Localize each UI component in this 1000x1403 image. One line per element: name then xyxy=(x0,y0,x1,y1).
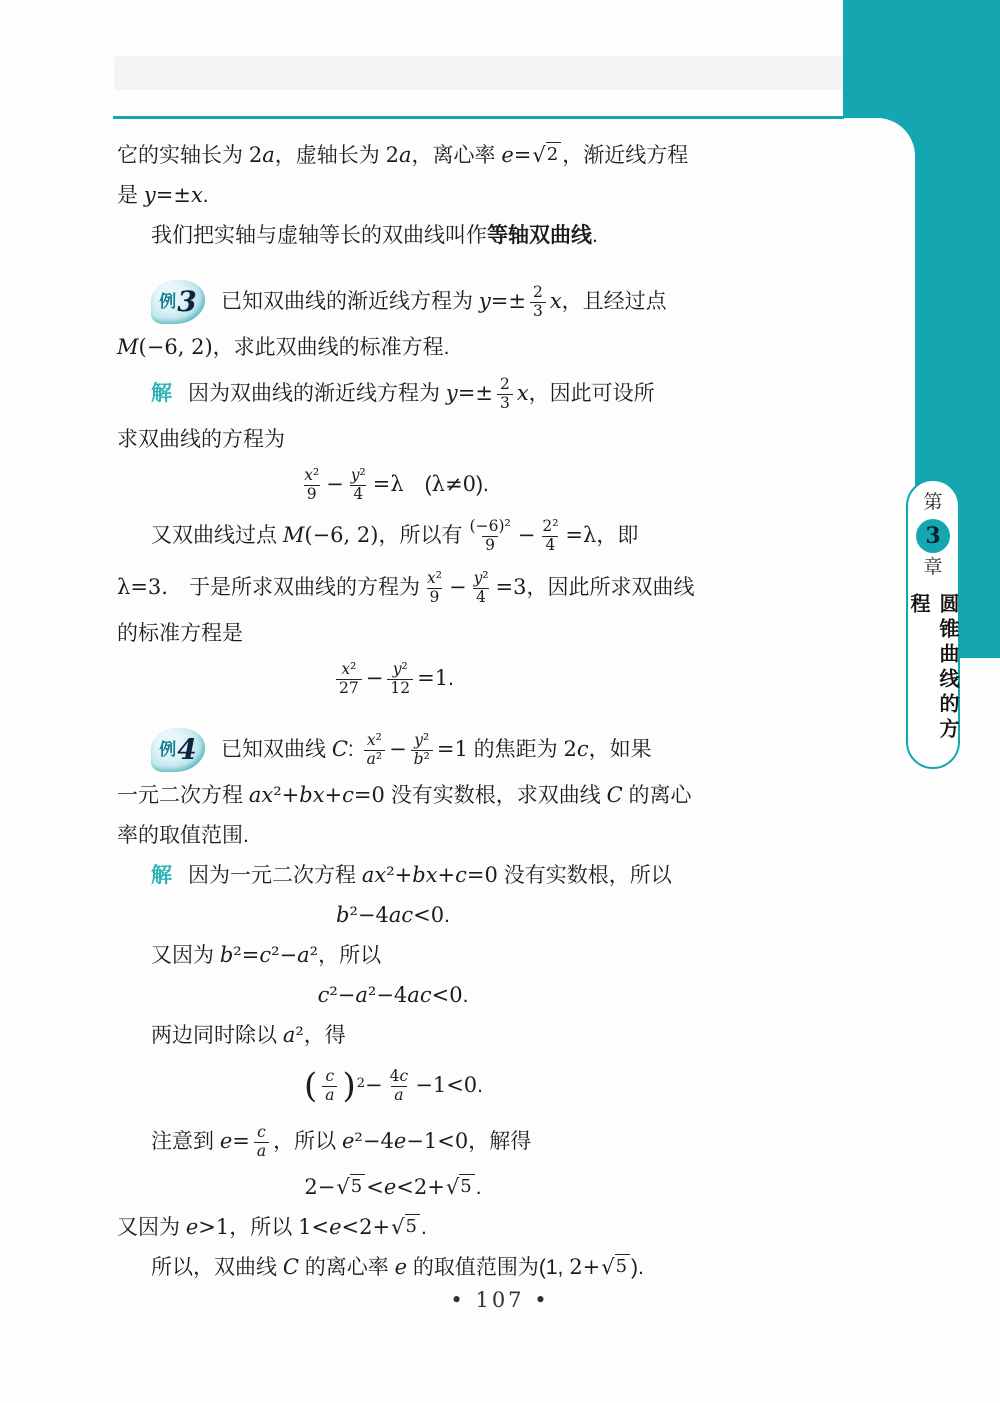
math-run: y=± xyxy=(445,381,493,406)
big-paren: ( xyxy=(303,1065,318,1106)
text-run: ，求此双曲线的标准方程. xyxy=(212,336,450,360)
math-run: − xyxy=(448,575,467,600)
text-run: . xyxy=(462,984,469,1008)
text-run: ). xyxy=(631,1256,644,1280)
content-line xyxy=(117,460,669,510)
content-line xyxy=(117,816,669,856)
example-badge xyxy=(151,280,205,324)
content-line xyxy=(117,856,672,896)
content-line xyxy=(117,328,669,368)
math-run: a² xyxy=(282,1023,304,1048)
fraction-denominator: 9 xyxy=(427,588,443,607)
chapter-tab xyxy=(906,479,960,769)
sqrt-expression xyxy=(336,1174,365,1201)
fraction-denominator: 9 xyxy=(304,485,320,504)
fraction-denominator: a² xyxy=(364,750,385,769)
text-run: . xyxy=(202,184,209,208)
content-line xyxy=(117,614,669,654)
text-run: ，因此可设所 xyxy=(528,382,655,406)
math-run: y=± xyxy=(478,289,526,314)
math-run: y=±x xyxy=(143,183,203,208)
math-run: λ≠0 xyxy=(431,472,476,497)
text-run: 求双曲线的方程为 xyxy=(117,428,285,452)
bold-term: 等轴双曲线 xyxy=(487,224,592,248)
fraction-numerator: y² xyxy=(392,659,408,678)
content-line xyxy=(117,1116,669,1168)
math-run: ax²+bx+c=0 xyxy=(248,783,385,808)
fraction xyxy=(411,732,433,769)
text-run: : xyxy=(347,738,360,762)
math-run: e xyxy=(394,1255,408,1280)
text-run: ( xyxy=(403,473,432,497)
text-run: ，解得 xyxy=(468,1130,532,1154)
text-run: 率的取值范围. xyxy=(117,824,249,848)
fraction xyxy=(539,518,561,555)
math-run: =λ xyxy=(565,523,597,548)
fraction-denominator: b² xyxy=(411,750,433,769)
radicand: 5 xyxy=(405,1214,420,1241)
math-run: 2a xyxy=(248,143,275,168)
math-run: 1<e<2+ xyxy=(298,1215,391,1240)
text-run: . xyxy=(448,667,454,691)
math-run: <e<2+ xyxy=(366,1175,445,1200)
text-run: ，即 xyxy=(596,524,639,548)
math-run: −1<0 xyxy=(415,1073,478,1098)
math-run: 2c xyxy=(563,737,589,762)
fraction xyxy=(467,518,514,555)
text-run: ，所以 xyxy=(273,1130,342,1154)
math-run: e= xyxy=(501,143,532,168)
content-line xyxy=(117,216,669,256)
content-line xyxy=(117,896,669,936)
fraction-numerator: 2 xyxy=(499,374,510,393)
text-run: ，离心率 xyxy=(411,144,502,168)
content-line xyxy=(117,276,669,328)
text-run: ，所以 xyxy=(229,1216,299,1240)
math-run: =3 xyxy=(495,575,527,600)
fraction-denominator: 3 xyxy=(497,394,513,413)
text-run: ，渐近线方程 xyxy=(562,144,689,168)
text-run: ). xyxy=(475,473,489,497)
text-run: . xyxy=(444,904,450,928)
math-run: =1 xyxy=(417,666,449,691)
math-run: 2a xyxy=(385,143,412,168)
fraction-numerator: 2 xyxy=(532,282,543,301)
fraction-denominator: a xyxy=(391,1086,406,1105)
fraction-denominator: 4 xyxy=(542,536,558,555)
text-run: ，所以有 xyxy=(378,524,463,548)
example-badge xyxy=(151,728,205,772)
content-line xyxy=(117,510,669,562)
content-line xyxy=(117,936,669,976)
fraction-denominator: 4 xyxy=(350,485,366,504)
text-run: . xyxy=(477,1074,484,1098)
text-run: 又因为 xyxy=(151,944,220,968)
text-run: ，所以 xyxy=(318,944,382,968)
fraction xyxy=(254,1124,269,1161)
page-number: • 107 • xyxy=(450,1288,550,1312)
text-run: 于是所求双曲线的方程为 xyxy=(167,576,420,600)
fraction-numerator: y² xyxy=(473,568,489,587)
text-run: ，虚轴长为 xyxy=(274,144,386,168)
example-badge-label: 例 xyxy=(159,739,177,759)
chapter-number-badge: 3 xyxy=(916,519,950,553)
text-run: 的离心率 xyxy=(298,1256,395,1280)
text-run: 没有实数根，求双曲线 xyxy=(384,784,607,808)
fraction-denominator: 4 xyxy=(473,588,489,607)
content-line xyxy=(117,368,669,420)
text-run: 两边同时除以 xyxy=(151,1024,283,1048)
fraction-numerator: y² xyxy=(414,730,430,749)
text-run: . xyxy=(420,1216,427,1240)
fraction xyxy=(387,661,413,698)
text-run: 又因为 xyxy=(117,1216,186,1240)
math-run: C xyxy=(331,737,348,762)
fraction-denominator: 12 xyxy=(387,679,413,698)
fraction xyxy=(301,467,322,504)
text-run: 的标准方程是 xyxy=(117,622,243,646)
math-run: C xyxy=(606,783,623,808)
fraction xyxy=(322,1068,337,1105)
math-run: − xyxy=(365,666,384,691)
text-run: 所以，双曲线 xyxy=(151,1256,283,1280)
math-run: x xyxy=(549,289,562,314)
chapter-prefix: 第 xyxy=(923,492,943,513)
text-run: 注意到 xyxy=(151,1130,220,1154)
text-run: 的取值范围为(1, xyxy=(407,1256,570,1280)
fraction-numerator: x² xyxy=(366,730,382,749)
math-run: =λ xyxy=(372,472,404,497)
radicand: 2 xyxy=(546,142,561,169)
fraction xyxy=(336,661,362,698)
fraction-numerator: x² xyxy=(341,659,357,678)
header-rule xyxy=(113,116,844,119)
example-badge-label: 例 xyxy=(159,291,177,311)
fraction-denominator: a xyxy=(254,1142,269,1161)
math-run: b²−4ac<0 xyxy=(336,903,445,928)
sqrt-expression xyxy=(601,1254,630,1281)
text-run: ，且经过点 xyxy=(561,290,667,314)
radical-icon: √ xyxy=(532,143,546,168)
fraction-numerator: 4c xyxy=(389,1066,409,1085)
math-run: λ=3. xyxy=(117,575,168,600)
math-run: c²−a²−4ac<0 xyxy=(317,983,463,1008)
text-run: . xyxy=(592,224,598,248)
page-content xyxy=(117,136,695,1288)
text-run: 是 xyxy=(117,184,144,208)
content-line xyxy=(117,776,692,816)
content-line xyxy=(117,176,669,216)
fraction-denominator: 3 xyxy=(530,302,546,321)
content-line xyxy=(117,136,689,176)
content-line xyxy=(117,654,669,704)
content-line xyxy=(117,1016,669,1056)
chapter-title: 圆锥曲线的方程 xyxy=(907,592,958,743)
sqrt-expression xyxy=(532,142,561,169)
big-paren: ) xyxy=(342,1065,356,1106)
text-run: 因为一元二次方程 xyxy=(188,864,362,888)
math-run: e²−4e−1<0 xyxy=(341,1129,469,1154)
math-run: M(−6, 2) xyxy=(117,335,213,360)
fraction xyxy=(530,284,546,321)
fraction xyxy=(424,570,445,607)
math-run: M(−6, 2) xyxy=(282,523,379,548)
fraction-denominator: 9 xyxy=(482,536,498,555)
text-run: 已知双曲线的渐近线方程为 xyxy=(221,290,479,314)
text-run: . xyxy=(475,1176,482,1200)
text-run: 因为双曲线的渐近线方程为 xyxy=(188,382,446,406)
header-shade xyxy=(114,56,843,90)
radical-icon: √ xyxy=(391,1215,405,1240)
math-run: e>1 xyxy=(185,1215,230,1240)
fraction xyxy=(348,467,369,504)
math-run: e= xyxy=(219,1129,250,1154)
content-line xyxy=(117,1208,669,1248)
content-line xyxy=(117,976,669,1016)
superscript: 2 xyxy=(356,1075,366,1091)
radicand: 5 xyxy=(459,1174,474,1201)
fraction-numerator: 2² xyxy=(542,516,559,535)
content-line xyxy=(117,724,669,776)
fraction-numerator: x² xyxy=(426,568,442,587)
math-run: − xyxy=(365,1073,383,1098)
chapter-suffix: 章 xyxy=(923,556,943,578)
solution-marker: 解 xyxy=(151,382,172,406)
math-run: − xyxy=(326,472,344,497)
math-run: C xyxy=(282,1255,299,1280)
fraction-numerator: c xyxy=(257,1122,266,1141)
fraction-numerator: x² xyxy=(304,465,320,484)
text-run: ，得 xyxy=(303,1024,346,1048)
math-run: 2− xyxy=(304,1175,336,1200)
sqrt-expression xyxy=(391,1214,420,1241)
text-run: ，如果 xyxy=(588,738,652,762)
text-run: 我们把实轴与虚轴等长的双曲线叫作 xyxy=(151,224,487,248)
content-line xyxy=(117,1056,669,1116)
text-run: 它的实轴长为 xyxy=(117,144,249,168)
math-run: ax²+bx+c=0 xyxy=(361,863,498,888)
text-run: 一元二次方程 xyxy=(117,784,249,808)
radicand: 5 xyxy=(350,1174,365,1201)
text-run: 的焦距为 xyxy=(467,738,564,762)
radical-icon: √ xyxy=(445,1175,460,1200)
solution-marker: 解 xyxy=(151,864,172,888)
fraction xyxy=(387,1068,412,1105)
math-run: =1 xyxy=(436,737,468,762)
fraction-denominator: 27 xyxy=(336,679,362,698)
text-run: 的离心 xyxy=(622,784,692,808)
math-run: b²=c²−a² xyxy=(219,943,319,968)
content-line xyxy=(117,1248,669,1288)
content-line xyxy=(117,420,669,460)
radical-icon: √ xyxy=(601,1255,615,1280)
text-run: ，因此所求双曲线 xyxy=(526,576,695,600)
fraction-numerator: c xyxy=(325,1066,335,1085)
fraction-denominator: a xyxy=(322,1086,337,1105)
fraction xyxy=(364,732,385,769)
math-run: − xyxy=(517,523,536,548)
math-run: 2+ xyxy=(569,1255,601,1280)
text-run: 已知双曲线 xyxy=(221,738,332,762)
fraction-numerator: (−6)² xyxy=(469,516,511,535)
math-run: x xyxy=(516,381,529,406)
content-line xyxy=(117,562,695,614)
fraction xyxy=(471,570,492,607)
radical-icon: √ xyxy=(336,1175,350,1200)
radicand: 5 xyxy=(615,1254,630,1281)
text-run: 又双曲线过点 xyxy=(151,524,283,548)
fraction-numerator: y² xyxy=(350,465,366,484)
example-badge-number: 3 xyxy=(177,285,197,318)
math-run: − xyxy=(389,737,407,762)
text-run: 没有实数根，所以 xyxy=(497,864,672,888)
fraction xyxy=(497,376,513,413)
content-line xyxy=(117,1168,669,1208)
example-badge-number: 4 xyxy=(177,733,197,766)
sqrt-expression xyxy=(446,1174,475,1201)
